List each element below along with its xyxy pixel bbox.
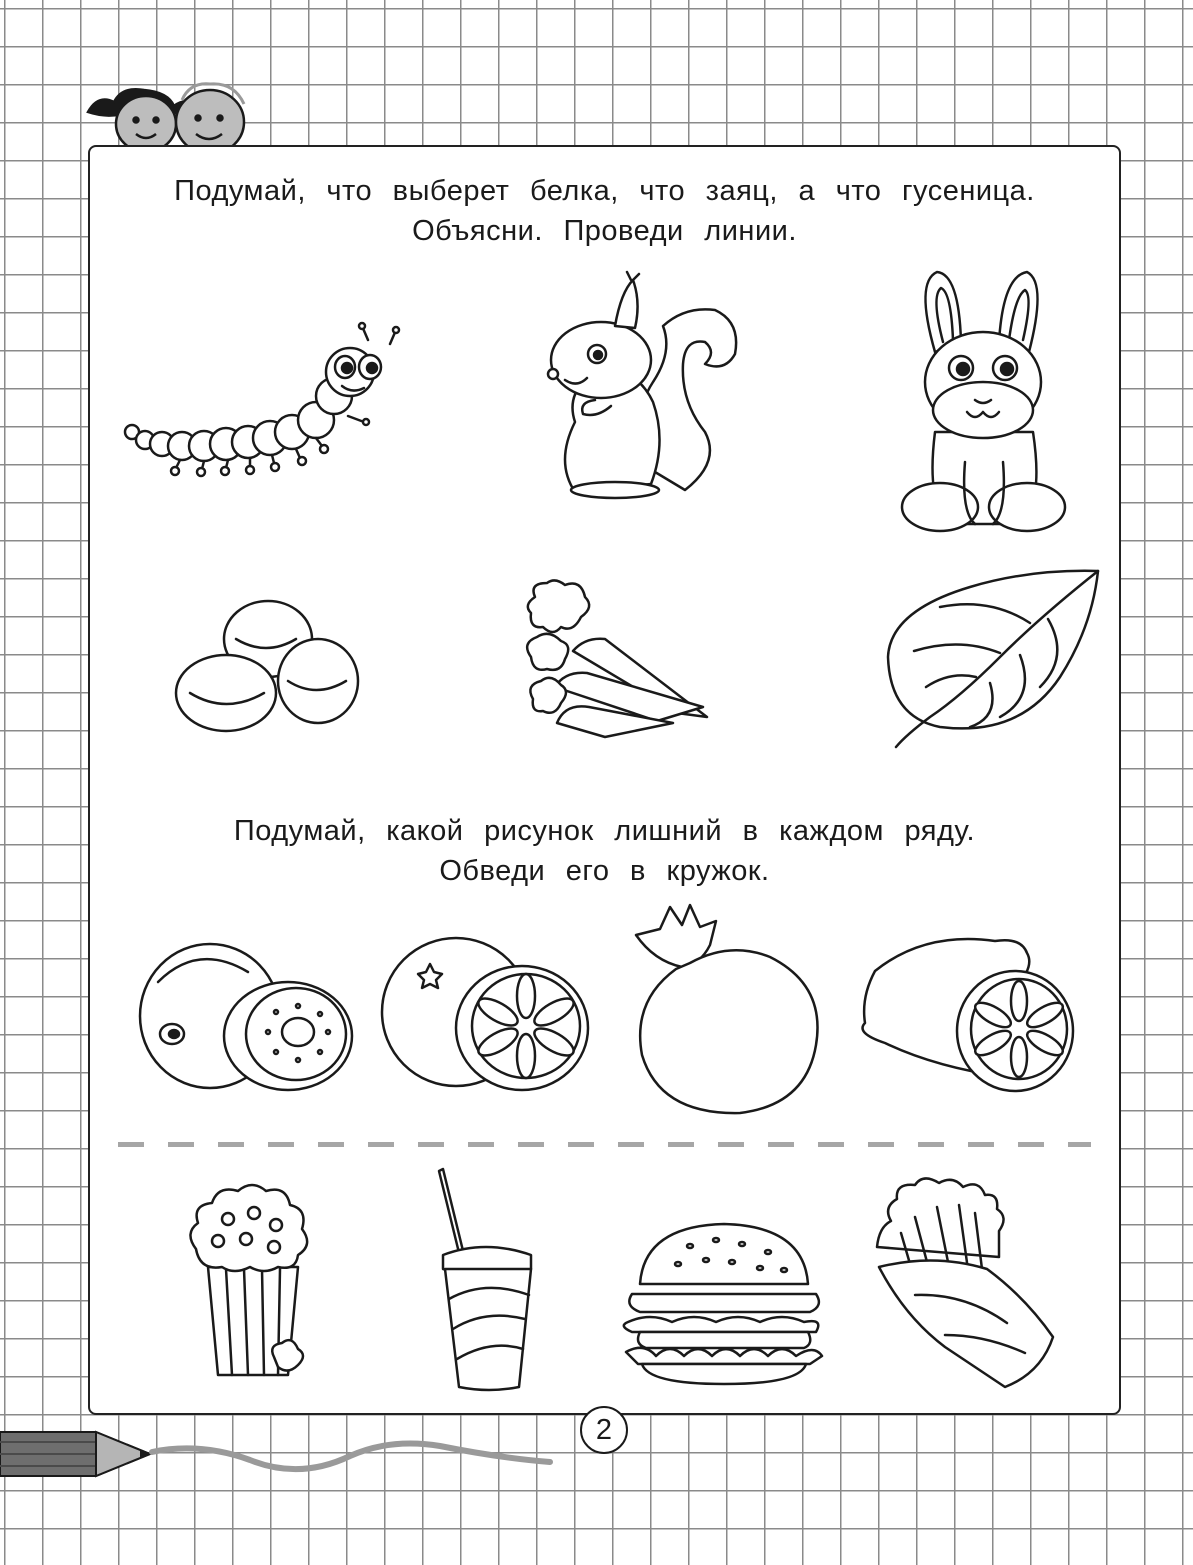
row-divider <box>118 1142 1091 1147</box>
leaf-image[interactable] <box>870 567 1100 747</box>
orange-image[interactable] <box>380 932 592 1092</box>
page-number: 2 <box>580 1406 628 1454</box>
popcorn-image[interactable] <box>178 1179 318 1389</box>
carrots-image[interactable] <box>525 577 710 747</box>
burger-image[interactable] <box>620 1222 830 1387</box>
kiwi-image[interactable] <box>138 932 356 1092</box>
pomegranate-image[interactable] <box>630 905 830 1115</box>
nuts-image[interactable] <box>170 597 360 737</box>
caterpillar-image[interactable] <box>120 322 400 482</box>
squirrel-image[interactable] <box>535 272 745 502</box>
task1-line2: Объясни. Проведи линии. <box>412 215 797 247</box>
task2-instruction <box>114 811 1095 891</box>
exercise-card <box>88 145 1121 1415</box>
task2-line2: Обведи его в кружок. <box>439 855 770 887</box>
task1-line1: Подумай, что выберет белка, что заяц, а что гусеница. <box>174 175 1035 207</box>
rabbit-image[interactable] <box>895 262 1075 532</box>
task2-line1: Подумай, какой рисунок лишний в каждом ряду. <box>233 815 976 847</box>
task1-instruction <box>114 171 1095 251</box>
lemon-image[interactable] <box>855 927 1075 1097</box>
fries-image[interactable] <box>875 1177 1055 1392</box>
soda-cup-image[interactable] <box>435 1169 540 1391</box>
pencil-decoration <box>0 1428 560 1488</box>
